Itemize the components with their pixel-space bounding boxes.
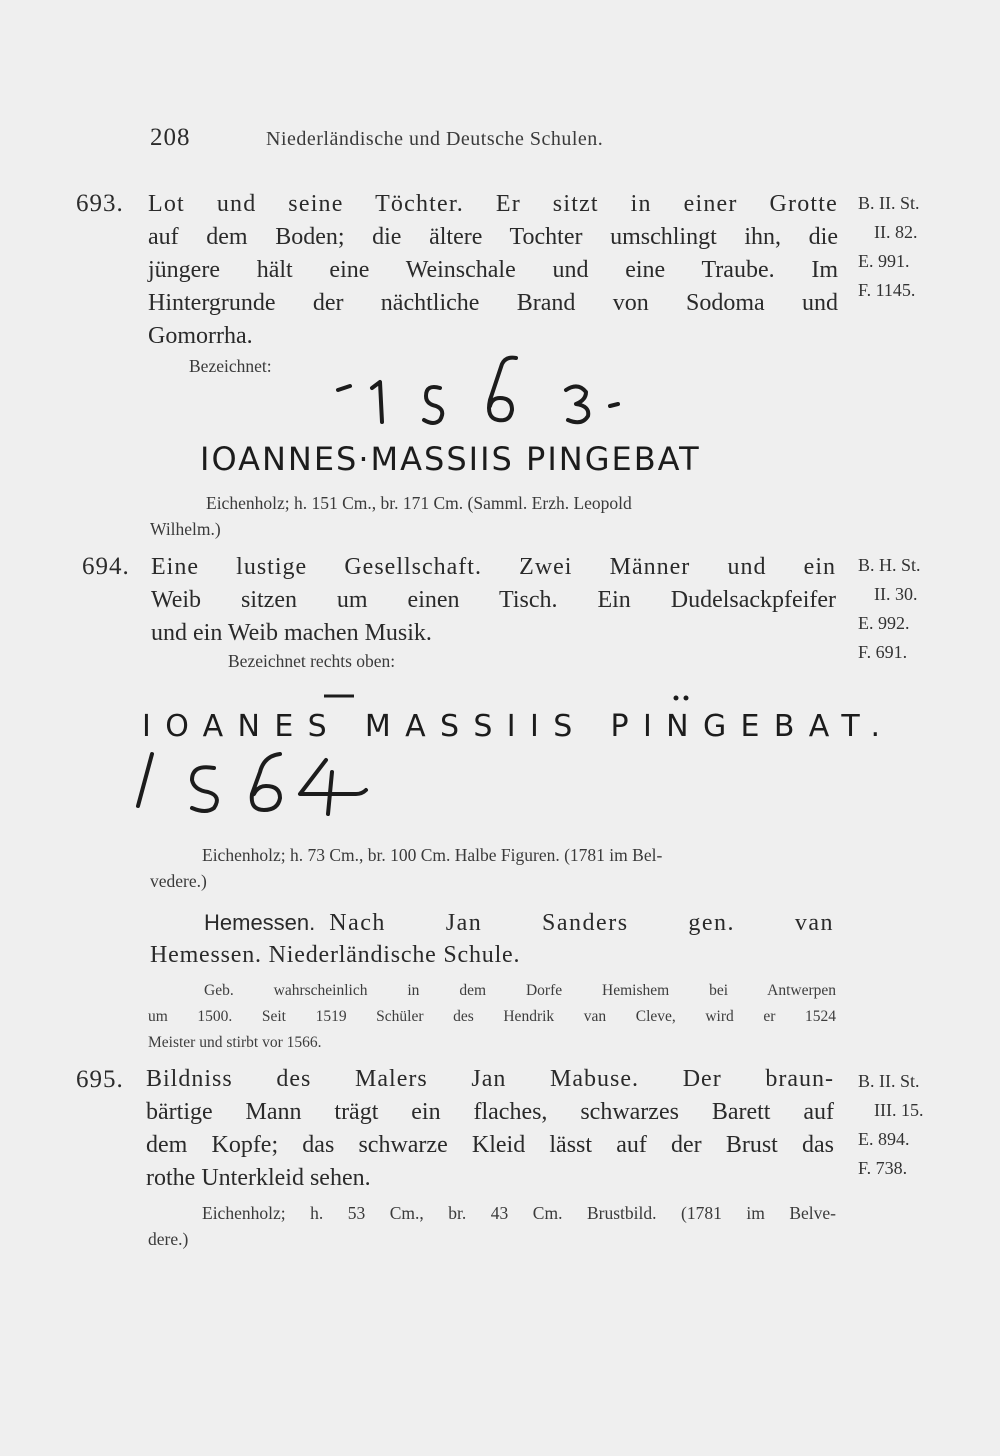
text-line: und ein Weib machen Musik. [151,620,432,646]
reference: II. 30. [874,584,918,604]
artist-biography [148,978,836,1056]
entry-694-references [858,554,968,670]
signature-ioannes-massiis-pingebat [196,420,806,480]
artist-line: Hemessen. Niederländische Schule. [150,942,521,968]
svg-text:IOANES MASSIIS PINGEBAT.: IOANES MASSIIS PINGEBAT. [142,709,881,744]
material-line: dere.) [148,1229,189,1249]
signature-year-1564 [130,750,370,830]
reference: II. 82. [874,222,918,242]
text-line: jüngere hält eine Weinschale und eine Traube. Im [148,257,838,283]
bio-line: Geb. wahrscheinlich in dem Dorfe Hemishem bei Antwerpen [204,982,836,999]
signature-ioanes-massiis-pingebat [140,690,900,750]
signed-label: Bezeichnet rechts oben: [228,651,396,671]
text-line: rothe Unterkleid sehen. [146,1165,371,1191]
reference: III. 15. [874,1100,924,1120]
reference: B. H. St. [858,555,921,575]
entry-number-695: 695. [76,1066,124,1093]
page-number: 208 [150,124,191,151]
svg-text:IOANNES·MASSIIS PINGEBAT: IOANNES·MASSIIS PINGEBAT [200,440,701,478]
text-line: dem Kopfe; das schwarze Kleid lässt auf der Brust das [146,1132,834,1158]
running-title: Niederländische und Deutsche Schulen. [266,128,604,150]
bio-line: Meister und stirbt vor 1566. [148,1034,322,1051]
material-line: Eichenholz; h. 73 Cm., br. 100 Cm. Halbe Figuren. (1781 im Bel- [202,845,663,865]
reference: B. II. St. [858,1071,920,1091]
signed-label: Bezeichnet: [189,356,272,376]
entry-694-material [150,842,838,894]
text-line: Bildniss des Malers Jan Mabuse. Der braun- [146,1066,834,1092]
reference: B. II. St. [858,193,920,213]
reference: F. 691. [858,642,908,662]
entry-695-references [858,1070,968,1186]
reference: F. 1145. [858,280,916,300]
artist-name: Hemessen. [204,910,316,935]
material-line: Eichenholz; h. 151 Cm., br. 171 Cm. (Samml. Erzh. Leopold [206,493,632,513]
material-line: vedere.) [150,871,207,891]
entry-695-description [146,1063,834,1195]
entry-number-694: 694. [82,553,130,580]
text-line: Lot und seine Töchter. Er sitzt in einer Grotte [148,191,838,217]
reference: E. 894. [858,1129,910,1149]
material-line: Wilhelm.) [150,519,221,539]
material-line: Eichenholz; h. 53 Cm., br. 43 Cm. Brustbild. (1781 im Belve- [202,1203,836,1223]
text-line: Weib sitzen um einen Tisch. Ein Dudelsackpfeifer [151,587,836,613]
reference: E. 992. [858,613,910,633]
entry-695-material [148,1200,836,1252]
text-line: Gomorrha. [148,323,253,349]
reference: E. 991. [858,251,910,271]
artist-line: Nach Jan Sanders gen. van [329,910,834,936]
artist-heading-line [150,906,834,939]
text-line: bärtige Mann trägt ein flaches, schwarzes Barett auf [146,1099,834,1125]
entry-693-references [858,192,968,308]
text-line: Eine lustige Gesellschaft. Zwei Männer und ein [151,554,836,580]
entry-693-material [150,490,838,542]
entry-number-693: 693. [76,190,124,217]
text-line: auf dem Boden; die ältere Tochter umschlingt ihn, die [148,224,838,250]
text-line: Hintergrunde der nächtliche Brand von Sodoma und [148,290,838,316]
entry-693-description [148,188,838,353]
artist-section [150,906,834,972]
entry-694-description [151,551,836,650]
reference: F. 738. [858,1158,908,1178]
bio-line: um 1500. Seit 1519 Schüler des Hendrik van Cleve, wird er 1524 [148,1008,836,1025]
